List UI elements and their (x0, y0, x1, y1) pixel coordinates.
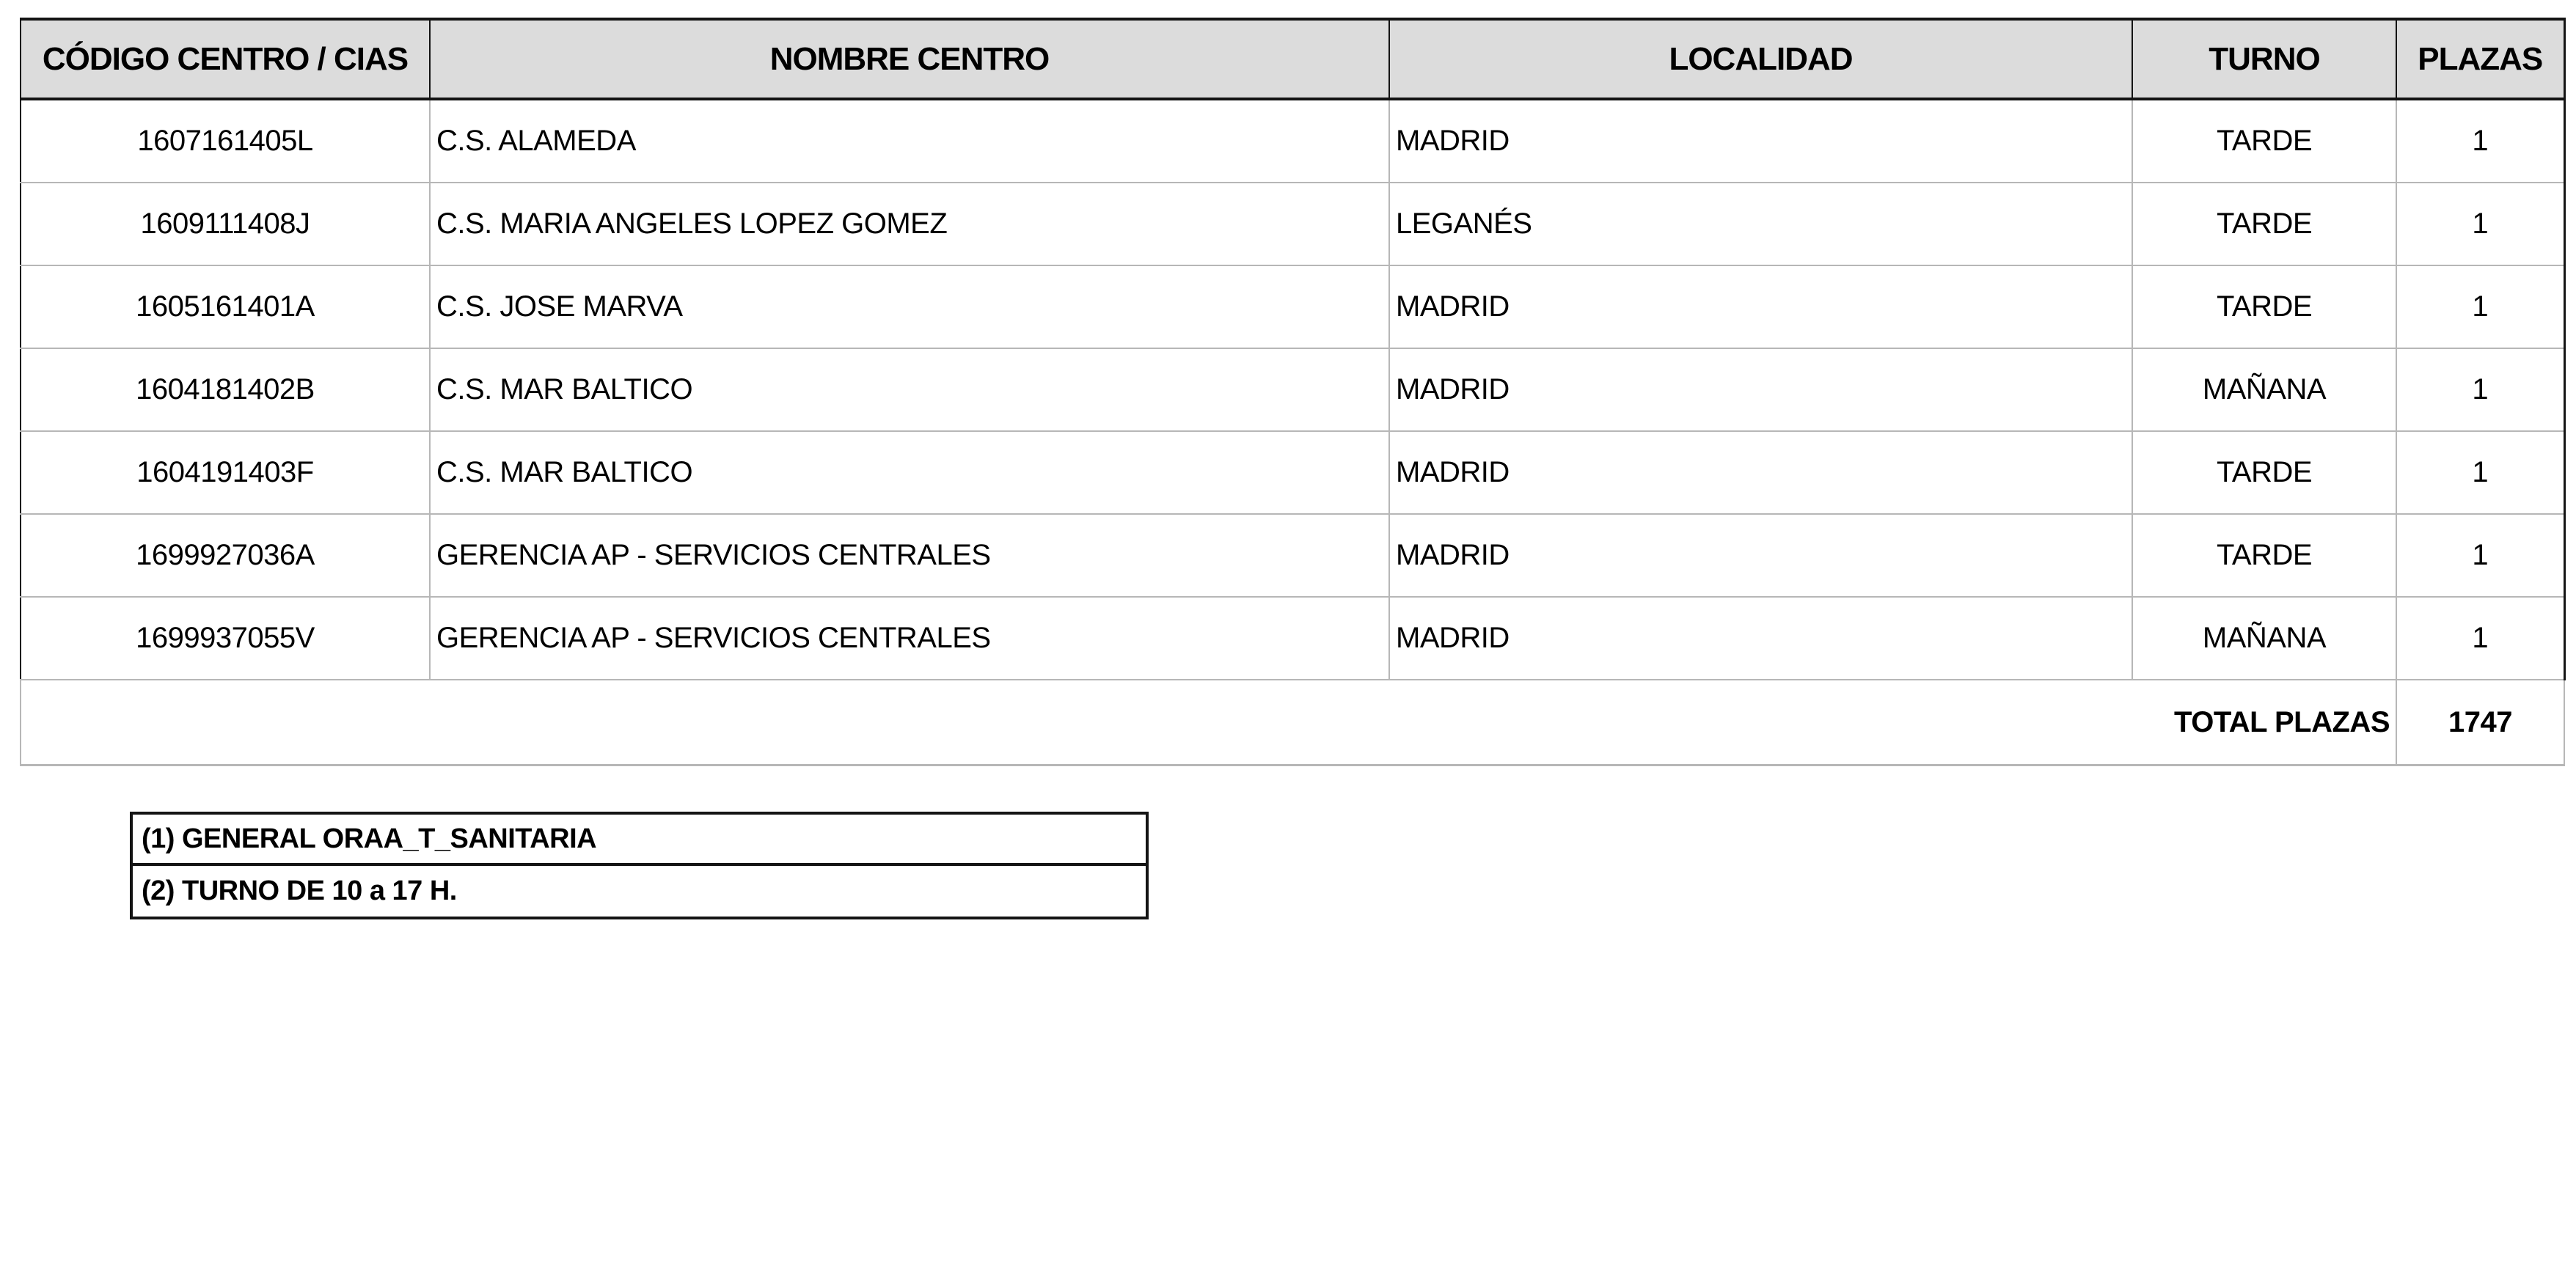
table-row (21, 99, 2564, 183)
cell-nombre-centro: GERENCIA AP - SERVICIOS CENTRALES (430, 514, 1389, 597)
cell-nombre-centro: C.S. JOSE MARVA (430, 265, 1389, 348)
cell-localidad: MADRID (1389, 514, 2132, 597)
table-row (21, 431, 2564, 514)
cell-plazas: 1 (2396, 99, 2564, 183)
cell-localidad: MADRID (1389, 348, 2132, 431)
cell-nombre-centro: C.S. MARIA ANGELES LOPEZ GOMEZ (430, 183, 1389, 265)
cell-nombre-centro: C.S. MAR BALTICO (430, 431, 1389, 514)
table-row (21, 183, 2564, 265)
table-header (21, 19, 2564, 99)
cell-turno: TARDE (2132, 514, 2396, 597)
cell-plazas: 1 (2396, 597, 2564, 680)
footnotes-box (130, 812, 1149, 919)
cell-localidad: MADRID (1389, 431, 2132, 514)
cell-localidad: MADRID (1389, 597, 2132, 680)
cell-plazas: 1 (2396, 265, 2564, 348)
cell-plazas: 1 (2396, 431, 2564, 514)
footnote-1: (1) GENERAL ORAA_T_SANITARIA (142, 823, 597, 854)
cell-codigo-centro: 1699937055V (21, 597, 430, 680)
cell-turno: MAÑANA (2132, 348, 2396, 431)
cell-turno: MAÑANA (2132, 597, 2396, 680)
footnote-2: (2) TURNO DE 10 a 17 H. (133, 863, 1146, 917)
table-body (21, 99, 2564, 680)
table-row (21, 514, 2564, 597)
cell-plazas: 1 (2396, 183, 2564, 265)
cell-codigo-centro: 1605161401A (21, 265, 430, 348)
header-localidad: LOCALIDAD (1389, 19, 2132, 99)
header-row (21, 19, 2564, 99)
cell-nombre-centro: C.S. ALAMEDA (430, 99, 1389, 183)
plazas-table (20, 18, 2566, 766)
cell-turno: TARDE (2132, 431, 2396, 514)
table-row (21, 348, 2564, 431)
cell-nombre-centro: C.S. MAR BALTICO (430, 348, 1389, 431)
cell-turno: TARDE (2132, 99, 2396, 183)
total-row (21, 680, 2564, 765)
table-row (21, 265, 2564, 348)
header-plazas: PLAZAS (2396, 19, 2564, 99)
cell-localidad: MADRID (1389, 99, 2132, 183)
cell-turno: TARDE (2132, 265, 2396, 348)
header-codigo-centro: CÓDIGO CENTRO / CIAS (21, 19, 430, 99)
cell-localidad: LEGANÉS (1389, 183, 2132, 265)
cell-codigo-centro: 1699927036A (21, 514, 430, 597)
header-nombre-centro: NOMBRE CENTRO (430, 19, 1389, 99)
cell-codigo-centro: 1607161405L (21, 99, 430, 183)
cell-plazas: 1 (2396, 348, 2564, 431)
cell-nombre-centro: GERENCIA AP - SERVICIOS CENTRALES (430, 597, 1389, 680)
cell-localidad: MADRID (1389, 265, 2132, 348)
table-row (21, 597, 2564, 680)
cell-plazas: 1 (2396, 514, 2564, 597)
header-turno: TURNO (2132, 19, 2396, 99)
total-plazas-label: TOTAL PLAZAS (21, 680, 2396, 765)
cell-codigo-centro: 1609111408J (21, 183, 430, 265)
cell-turno: TARDE (2132, 183, 2396, 265)
total-plazas-value: 1747 (2396, 680, 2564, 765)
table-footer (21, 680, 2564, 765)
cell-codigo-centro: 1604191403F (21, 431, 430, 514)
cell-codigo-centro: 1604181402B (21, 348, 430, 431)
